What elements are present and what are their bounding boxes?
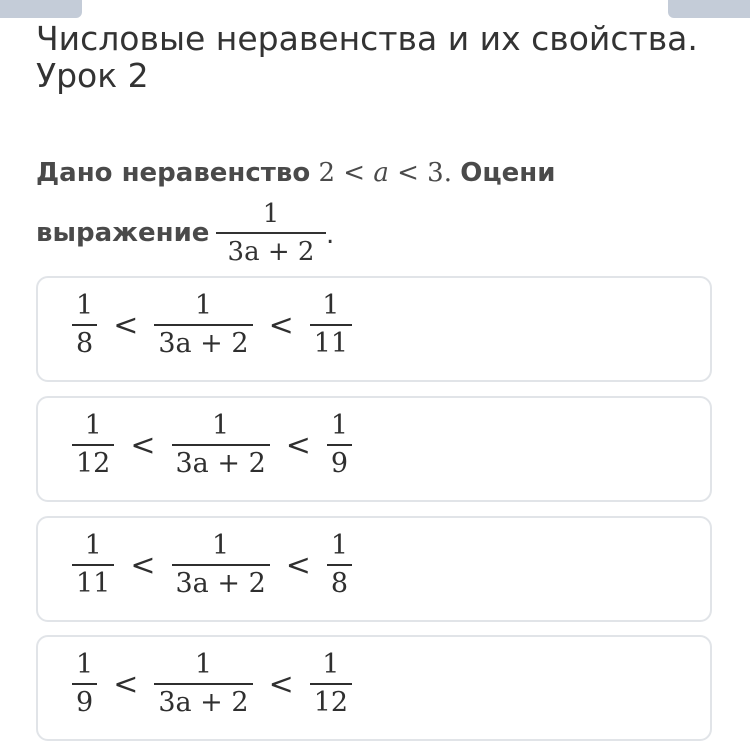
question-fraction-numerator: 1 — [262, 199, 280, 229]
less-than-sign: < — [113, 307, 139, 343]
condition-variable: a — [373, 158, 389, 188]
numerator: 1 — [322, 649, 340, 680]
option-expression — [66, 530, 358, 600]
question-expression-label: выражение — [36, 218, 210, 248]
fraction-bar — [310, 683, 352, 685]
numerator: 1 — [212, 410, 230, 441]
numerator: 1 — [322, 290, 340, 321]
fraction-bar — [310, 324, 352, 326]
fraction-bar — [154, 324, 252, 326]
question-fraction — [216, 198, 326, 268]
less-than-sign: < — [268, 666, 294, 702]
option-right-fraction — [310, 649, 352, 719]
denominator: 12 — [313, 687, 349, 718]
top-left-button[interactable] — [0, 0, 82, 18]
fraction-bar — [327, 444, 352, 446]
numerator: 1 — [330, 530, 349, 561]
option-middle-fraction — [154, 290, 252, 360]
option-right-fraction — [327, 410, 352, 480]
title-line-1: Числовые неравенства и их свойства. — [36, 19, 698, 58]
option-right-fraction — [310, 290, 352, 360]
denominator: 11 — [76, 568, 111, 599]
option-middle-fraction — [172, 410, 270, 480]
option-expression — [66, 410, 358, 480]
condition-right: < 3 — [397, 158, 444, 188]
fraction-bar — [327, 564, 352, 566]
numerator: 1 — [84, 410, 102, 441]
question-prefix: Дано неравенство — [36, 158, 311, 188]
option-expression — [66, 290, 358, 360]
fraction-bar — [154, 683, 252, 685]
option-right-fraction — [327, 530, 352, 600]
answer-option-3[interactable] — [36, 516, 712, 622]
denominator: 12 — [76, 448, 111, 479]
option-left-fraction — [72, 410, 114, 480]
answer-option-2[interactable] — [36, 396, 712, 502]
denominator: 3a + 2 — [175, 568, 266, 599]
page-title — [36, 20, 726, 94]
fraction-bar — [216, 232, 326, 234]
condition-dot: . — [443, 158, 452, 188]
less-than-sign: < — [285, 547, 311, 583]
option-middle-fraction — [154, 649, 252, 719]
option-expression — [66, 649, 358, 719]
denominator: 11 — [313, 328, 349, 359]
less-than-sign: < — [130, 427, 156, 463]
fraction-bar — [72, 683, 97, 685]
question-line-2 — [36, 218, 209, 248]
fraction-bar — [172, 564, 270, 566]
question-fraction-denominator: 3a + 2 — [227, 237, 315, 267]
option-left-fraction — [72, 649, 97, 719]
option-left-fraction — [72, 290, 97, 360]
numerator: 1 — [330, 410, 349, 441]
denominator: 3a + 2 — [158, 328, 249, 359]
title-line-2: Урок 2 — [36, 56, 149, 95]
condition-left: 2 < — [318, 158, 366, 188]
answer-option-4[interactable] — [36, 635, 712, 741]
numerator: 1 — [84, 530, 102, 561]
option-left-fraction — [72, 530, 114, 600]
less-than-sign: < — [113, 666, 139, 702]
answer-option-1[interactable] — [36, 276, 712, 382]
less-than-sign: < — [268, 307, 294, 343]
denominator: 9 — [76, 687, 94, 718]
fraction-bar — [72, 564, 114, 566]
fraction-bar — [172, 444, 270, 446]
top-right-button[interactable] — [668, 0, 750, 18]
numerator: 1 — [194, 649, 213, 680]
fraction-bar — [72, 444, 114, 446]
denominator: 8 — [330, 568, 349, 599]
denominator: 3a + 2 — [158, 687, 249, 718]
less-than-sign: < — [130, 547, 156, 583]
less-than-sign: < — [285, 427, 311, 463]
numerator: 1 — [212, 530, 230, 561]
option-middle-fraction — [172, 530, 270, 600]
denominator: 8 — [76, 328, 94, 359]
question-line-1 — [36, 158, 555, 188]
numerator: 1 — [76, 649, 94, 680]
question-end-dot: . — [326, 220, 335, 250]
denominator: 9 — [330, 448, 349, 479]
denominator: 3a + 2 — [175, 448, 266, 479]
numerator: 1 — [76, 290, 94, 321]
question-verb: Оцени — [460, 158, 556, 188]
numerator: 1 — [194, 290, 213, 321]
fraction-bar — [72, 324, 97, 326]
